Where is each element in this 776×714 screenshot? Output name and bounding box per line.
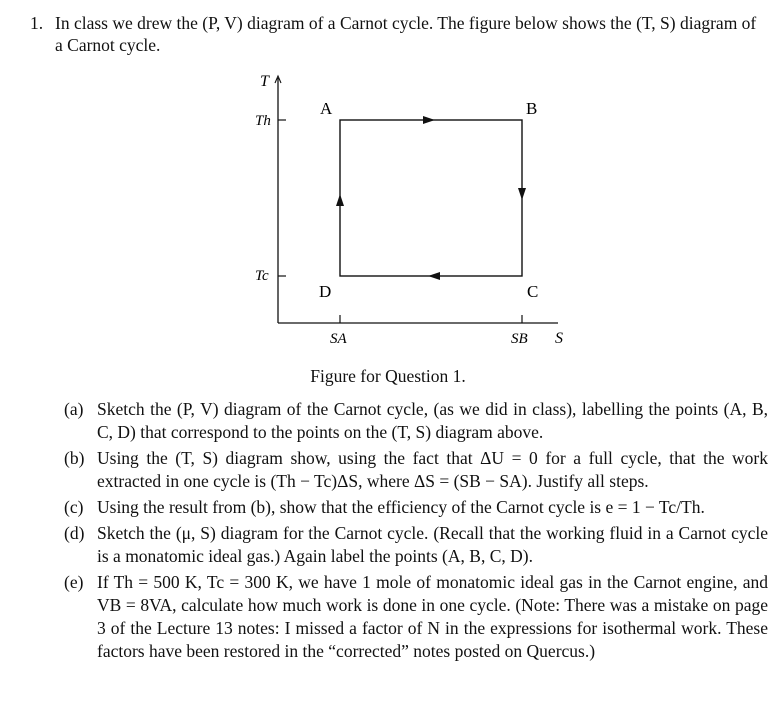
point-d-label: D bbox=[319, 282, 332, 301]
part-label: (a) bbox=[64, 399, 84, 419]
part-text: Sketch the (P, V) diagram of the Carnot cycle, (as we did in class), labelling the points (A, B, C, D) that correspond to the points on the (T, S) diagram above. bbox=[97, 399, 768, 442]
arrow-a-to-b bbox=[423, 116, 435, 124]
tick-th-label: Th bbox=[255, 113, 271, 129]
part-e bbox=[64, 571, 768, 663]
axis-t-label: T bbox=[260, 73, 269, 90]
question-intro: In class we drew the (P, V) diagram of a Carnot cycle. The figure below shows the (T, S) diagram of a Carnot cycle. bbox=[55, 13, 757, 55]
part-a bbox=[64, 398, 768, 444]
part-label: (d) bbox=[64, 523, 85, 543]
question-number: 1. bbox=[30, 13, 44, 33]
ts-diagram-svg bbox=[240, 68, 580, 358]
ts-diagram bbox=[240, 68, 580, 358]
tick-sb-label: SB bbox=[511, 331, 528, 347]
figure-caption: Figure for Question 1. bbox=[310, 366, 466, 386]
part-text: Using the result from (b), show that the efficiency of the Carnot cycle is e = 1 − Tc/Th. bbox=[97, 497, 705, 517]
arrow-d-to-a bbox=[336, 194, 344, 206]
tick-sa-label: SA bbox=[330, 331, 347, 347]
part-label: (c) bbox=[64, 497, 84, 517]
point-c-label: C bbox=[527, 282, 539, 301]
arrow-b-to-c bbox=[518, 188, 526, 200]
part-text: Using the (T, S) diagram show, using the fact that ΔU = 0 for a full cycle, that the work extracted in one cycle is (Th − Tc)ΔS, where ΔS = (SB − SA). Justify all steps. bbox=[97, 448, 768, 491]
axis-s-label: S bbox=[555, 330, 563, 347]
part-d bbox=[64, 522, 768, 568]
part-label: (e) bbox=[64, 572, 84, 592]
point-b-label: B bbox=[526, 99, 538, 118]
part-text: Sketch the (μ, S) diagram for the Carnot cycle. (Recall that the working fluid in a Carnot cycle is a monatomic ideal gas.) Again label the points (A, B, C, D). bbox=[97, 523, 768, 566]
carnot-cycle bbox=[340, 120, 522, 276]
part-c bbox=[64, 496, 768, 519]
tick-tc-label: Tc bbox=[255, 268, 269, 284]
point-a-label: A bbox=[320, 99, 333, 118]
arrow-c-to-d bbox=[428, 272, 440, 280]
part-b bbox=[64, 447, 768, 493]
part-label: (b) bbox=[64, 448, 85, 468]
question-parts bbox=[64, 398, 768, 666]
part-text: If Th = 500 K, Tc = 300 K, we have 1 mole of monatomic ideal gas in the Carnot engine, and VB = 8VA, calculate how much work is done in one cycle. (Note: There was a mistake on page 3 of the Lecture 13 notes: I missed a factor of N in the expressions for isothermal work. These factors have been restored in the “corrected” notes posted on Quercus.) bbox=[97, 572, 768, 661]
